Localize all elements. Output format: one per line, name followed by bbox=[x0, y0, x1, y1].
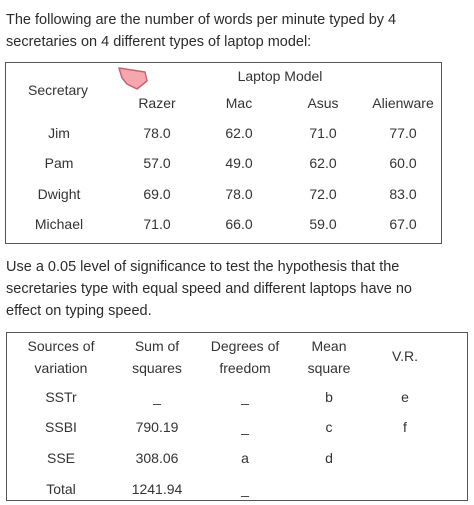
table2-header: Sources of bbox=[27, 338, 95, 354]
table1-row-name: Jim bbox=[48, 125, 70, 141]
table2-header: squares bbox=[132, 360, 182, 376]
table1-cell: 77.0 bbox=[389, 125, 417, 141]
table2-cell: d bbox=[325, 450, 333, 466]
table1-column-header: Asus bbox=[307, 95, 339, 111]
table2-cell: e bbox=[401, 389, 409, 405]
table1-cell: 78.0 bbox=[225, 186, 253, 202]
table1-corner-header: Secretary bbox=[28, 82, 88, 98]
intro-text bbox=[6, 9, 468, 53]
intro-line-1: The following are the number of words per minute typed by 4 bbox=[6, 12, 397, 28]
table1-cell: 59.0 bbox=[309, 216, 337, 232]
table2-cell: 790.19 bbox=[135, 419, 179, 435]
table1-group-header: Laptop Model bbox=[237, 68, 323, 84]
table1-cell: 69.0 bbox=[143, 186, 171, 202]
table1-column-header: Razer bbox=[138, 95, 176, 111]
table1-column-header: Mac bbox=[225, 95, 253, 111]
cursor-icon bbox=[116, 66, 150, 92]
table1-cell: 60.0 bbox=[389, 155, 417, 171]
table1-cell: 67.0 bbox=[389, 216, 417, 232]
table1-cell: 66.0 bbox=[225, 216, 253, 232]
table1-cell: 72.0 bbox=[309, 186, 337, 202]
question-text bbox=[6, 256, 468, 322]
table1-column-header: Alienware bbox=[372, 95, 434, 111]
question-line-1: Use a 0.05 level of significance to test the hypothesis that the bbox=[6, 259, 400, 275]
table2-header: V.R. bbox=[392, 348, 418, 364]
table2-row-name: Total bbox=[46, 481, 76, 497]
table2-cell: 308.06 bbox=[135, 450, 179, 466]
table1-cell: 71.0 bbox=[143, 216, 171, 232]
table2-cell: a bbox=[241, 450, 249, 466]
question-line-2: secretaries type with equal speed and different laptops have no bbox=[6, 281, 412, 297]
table2-cell: f bbox=[403, 419, 407, 435]
question-line-3: effect on typing speed. bbox=[6, 303, 152, 319]
table1-cell: 49.0 bbox=[225, 155, 253, 171]
table2-cell: _ bbox=[241, 389, 249, 405]
table2-cell: b bbox=[325, 389, 333, 405]
table2-cell: 1241.94 bbox=[131, 481, 183, 497]
table1-row-name: Dwight bbox=[37, 186, 81, 202]
table1-cell: 57.0 bbox=[143, 155, 171, 171]
table1-cell: 71.0 bbox=[309, 125, 337, 141]
table2-header: variation bbox=[34, 360, 88, 376]
table2-cell: _ bbox=[153, 389, 161, 405]
table1-cell: 62.0 bbox=[225, 125, 253, 141]
table2-cell: _ bbox=[241, 481, 249, 497]
table1-cell: 83.0 bbox=[389, 186, 417, 202]
table2-cell: c bbox=[325, 419, 333, 435]
table2-header: Degrees of bbox=[210, 338, 280, 354]
table1-cell: 62.0 bbox=[309, 155, 337, 171]
table2-header: Sum of bbox=[134, 338, 180, 354]
table2-row-name: SSBI bbox=[45, 419, 77, 435]
table2-header: square bbox=[307, 360, 351, 376]
table2-header: freedom bbox=[219, 360, 271, 376]
table2-header: Mean bbox=[311, 338, 347, 354]
table1-cell: 78.0 bbox=[143, 125, 171, 141]
table2-row-name: SSTr bbox=[45, 389, 77, 405]
table2-cell: _ bbox=[241, 419, 249, 435]
table1-row-name: Pam bbox=[44, 155, 74, 171]
intro-line-2: secretaries on 4 different types of laptop model: bbox=[6, 34, 312, 50]
table1-row-name: Michael bbox=[34, 216, 84, 232]
table2-row-name: SSE bbox=[46, 450, 76, 466]
